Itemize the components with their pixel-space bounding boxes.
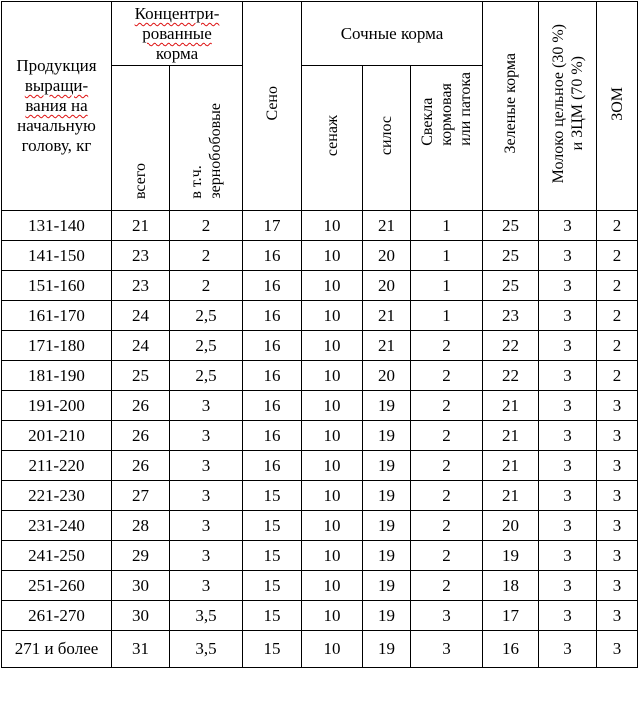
cell-zom: 3 [597,481,638,511]
table-row [2,511,638,541]
cell-silage: 19 [363,481,411,511]
cell-milk: 3 [539,511,597,541]
cell-hay: 16 [243,421,302,451]
cell-green: 22 [483,331,539,361]
cell-hay: 16 [243,391,302,421]
cell-silage: 21 [363,301,411,331]
cell-zom: 3 [597,511,638,541]
header-milk [539,2,597,211]
cell-concentrated-total: 26 [112,451,170,481]
header-haylage-label: сенаж [323,114,341,157]
cell-silage: 19 [363,571,411,601]
cell-product: 211-220 [2,451,112,481]
header-product-line1: Продукция [16,56,97,75]
cell-silage: 19 [363,421,411,451]
cell-product: 171-180 [2,331,112,361]
cell-beet: 2 [411,571,483,601]
cell-haylage: 10 [302,391,363,421]
cell-hay: 16 [243,361,302,391]
cell-concentrated-total: 26 [112,391,170,421]
cell-hay: 15 [243,631,302,668]
cell-concentrated-legumes: 3 [170,391,243,421]
cell-hay: 16 [243,331,302,361]
cell-concentrated-total: 31 [112,631,170,668]
header-product-line4: начальную [17,116,96,135]
cell-concentrated-total: 30 [112,601,170,631]
table-header [2,2,638,211]
cell-green: 25 [483,271,539,301]
cell-hay: 16 [243,451,302,481]
header-succulent: Сочные корма [302,2,483,66]
cell-milk: 3 [539,211,597,241]
cell-zom: 3 [597,541,638,571]
header-beet-line2: кормовая [438,83,456,146]
cell-haylage: 10 [302,451,363,481]
table-row [2,271,638,301]
cell-haylage: 10 [302,601,363,631]
cell-hay: 15 [243,571,302,601]
cell-green: 21 [483,481,539,511]
table-row [2,391,638,421]
cell-beet: 2 [411,511,483,541]
header-beet-line3: или патока [457,72,475,146]
cell-zom: 2 [597,271,638,301]
cell-concentrated-legumes: 2,5 [170,361,243,391]
cell-silage: 19 [363,541,411,571]
cell-zom: 2 [597,361,638,391]
cell-haylage: 10 [302,481,363,511]
cell-concentrated-legumes: 2,5 [170,301,243,331]
cell-green: 25 [483,211,539,241]
cell-product: 131-140 [2,211,112,241]
header-silage-label: силос [378,115,396,156]
cell-haylage: 10 [302,211,363,241]
cell-haylage: 10 [302,631,363,668]
header-zom-label: ЗОМ [608,86,626,121]
cell-green: 21 [483,391,539,421]
table-row [2,211,638,241]
header-hay [243,2,302,211]
cell-silage: 19 [363,631,411,668]
cell-milk: 3 [539,331,597,361]
cell-concentrated-total: 27 [112,481,170,511]
cell-hay: 16 [243,271,302,301]
header-concentrated-total-label: всего [132,162,149,199]
cell-zom: 3 [597,451,638,481]
table-row [2,361,638,391]
cell-concentrated-total: 24 [112,331,170,361]
cell-concentrated-total: 21 [112,211,170,241]
cell-product: 161-170 [2,301,112,331]
table-row [2,421,638,451]
cell-product: 251-260 [2,571,112,601]
cell-concentrated-legumes: 3,5 [170,601,243,631]
cell-zom: 3 [597,631,638,668]
cell-green: 21 [483,421,539,451]
cell-concentrated-total: 25 [112,361,170,391]
cell-zom: 2 [597,331,638,361]
cell-beet: 3 [411,601,483,631]
header-legumes-line1: в т.ч. [188,165,205,199]
header-haylage [302,66,363,211]
cell-green: 20 [483,511,539,541]
cell-concentrated-legumes: 3 [170,421,243,451]
header-legumes-line2: зернобобовые [207,103,224,199]
cell-milk: 3 [539,361,597,391]
cell-beet: 3 [411,631,483,668]
cell-beet: 2 [411,361,483,391]
cell-haylage: 10 [302,421,363,451]
cell-milk: 3 [539,241,597,271]
cell-concentrated-total: 29 [112,541,170,571]
header-product [2,2,112,211]
cell-haylage: 10 [302,361,363,391]
cell-haylage: 10 [302,511,363,541]
cell-haylage: 10 [302,541,363,571]
cell-zom: 2 [597,211,638,241]
cell-haylage: 10 [302,571,363,601]
cell-milk: 3 [539,541,597,571]
cell-silage: 19 [363,511,411,541]
cell-green: 23 [483,301,539,331]
table-body [2,211,638,668]
header-product-line2: выращи- [24,76,89,95]
header-concentrated-line2: рованные [142,24,212,43]
cell-milk: 3 [539,571,597,601]
cell-silage: 21 [363,211,411,241]
cell-haylage: 10 [302,241,363,271]
cell-green: 17 [483,601,539,631]
cell-zom: 3 [597,391,638,421]
cell-concentrated-total: 28 [112,511,170,541]
cell-concentrated-legumes: 3 [170,481,243,511]
table-row [2,331,638,361]
cell-concentrated-legumes: 3 [170,451,243,481]
cell-milk: 3 [539,481,597,511]
cell-hay: 15 [243,511,302,541]
header-milk-line1: Молоко цельное (30 %) [549,23,567,184]
cell-beet: 2 [411,391,483,421]
header-milk-line2: и ЗЦМ (70 %) [568,56,586,151]
table-row [2,541,638,571]
cell-beet: 1 [411,241,483,271]
cell-milk: 3 [539,391,597,421]
cell-beet: 2 [411,451,483,481]
cell-product: 261-270 [2,601,112,631]
cell-product: 191-200 [2,391,112,421]
cell-green: 25 [483,241,539,271]
cell-concentrated-legumes: 2 [170,241,243,271]
header-concentrated-line1: Концентри- [134,4,220,23]
table-row [2,631,638,668]
cell-haylage: 10 [302,331,363,361]
cell-hay: 17 [243,211,302,241]
header-zom [597,2,638,211]
cell-milk: 3 [539,301,597,331]
cell-milk: 3 [539,451,597,481]
cell-product: 271 и более [2,631,112,668]
cell-hay: 16 [243,241,302,271]
cell-beet: 2 [411,541,483,571]
cell-haylage: 10 [302,301,363,331]
header-beet-line1: Свекла [419,97,437,146]
cell-beet: 2 [411,481,483,511]
cell-green: 18 [483,571,539,601]
cell-beet: 1 [411,271,483,301]
cell-concentrated-total: 30 [112,571,170,601]
cell-concentrated-legumes: 3,5 [170,631,243,668]
header-hay-label: Сено [263,86,281,121]
cell-hay: 15 [243,601,302,631]
cell-concentrated-legumes: 3 [170,571,243,601]
cell-zom: 3 [597,601,638,631]
table-row [2,571,638,601]
cell-product: 241-250 [2,541,112,571]
cell-concentrated-legumes: 2,5 [170,331,243,361]
cell-product: 181-190 [2,361,112,391]
cell-zom: 2 [597,301,638,331]
cell-silage: 20 [363,271,411,301]
cell-milk: 3 [539,421,597,451]
table-row [2,301,638,331]
table-row [2,241,638,271]
header-concentrated-legumes [170,66,243,211]
cell-zom: 3 [597,571,638,601]
header-green [483,2,539,211]
header-product-line3: вания на [25,96,88,115]
cell-hay: 15 [243,541,302,571]
cell-silage: 20 [363,241,411,271]
cell-beet: 2 [411,421,483,451]
cell-silage: 19 [363,601,411,631]
header-concentrated [112,2,243,66]
header-green-label: Зеленые корма [502,53,520,154]
cell-beet: 1 [411,301,483,331]
cell-silage: 20 [363,361,411,391]
header-concentrated-line3: корма [155,44,199,63]
cell-beet: 1 [411,211,483,241]
cell-zom: 3 [597,421,638,451]
cell-green: 19 [483,541,539,571]
cell-green: 22 [483,361,539,391]
cell-product: 231-240 [2,511,112,541]
cell-zom: 2 [597,241,638,271]
cell-concentrated-total: 24 [112,301,170,331]
cell-product: 141-150 [2,241,112,271]
cell-concentrated-total: 23 [112,241,170,271]
table-row [2,481,638,511]
cell-product: 221-230 [2,481,112,511]
header-product-line5: голову, кг [21,136,92,155]
cell-milk: 3 [539,631,597,668]
cell-green: 21 [483,451,539,481]
cell-product: 201-210 [2,421,112,451]
table-row [2,601,638,631]
header-silage [363,66,411,211]
cell-concentrated-legumes: 2 [170,211,243,241]
cell-milk: 3 [539,601,597,631]
cell-product: 151-160 [2,271,112,301]
header-beet [411,66,483,211]
cell-hay: 16 [243,301,302,331]
cell-haylage: 10 [302,271,363,301]
cell-concentrated-legumes: 2 [170,271,243,301]
cell-hay: 15 [243,481,302,511]
cell-concentrated-total: 23 [112,271,170,301]
cell-milk: 3 [539,271,597,301]
cell-concentrated-legumes: 3 [170,541,243,571]
header-concentrated-total [112,66,170,211]
cell-silage: 21 [363,331,411,361]
cell-silage: 19 [363,451,411,481]
table-row [2,451,638,481]
cell-concentrated-legumes: 3 [170,511,243,541]
cell-concentrated-total: 26 [112,421,170,451]
cell-silage: 19 [363,391,411,421]
cell-beet: 2 [411,331,483,361]
feed-norms-table [1,1,638,668]
cell-green: 16 [483,631,539,668]
